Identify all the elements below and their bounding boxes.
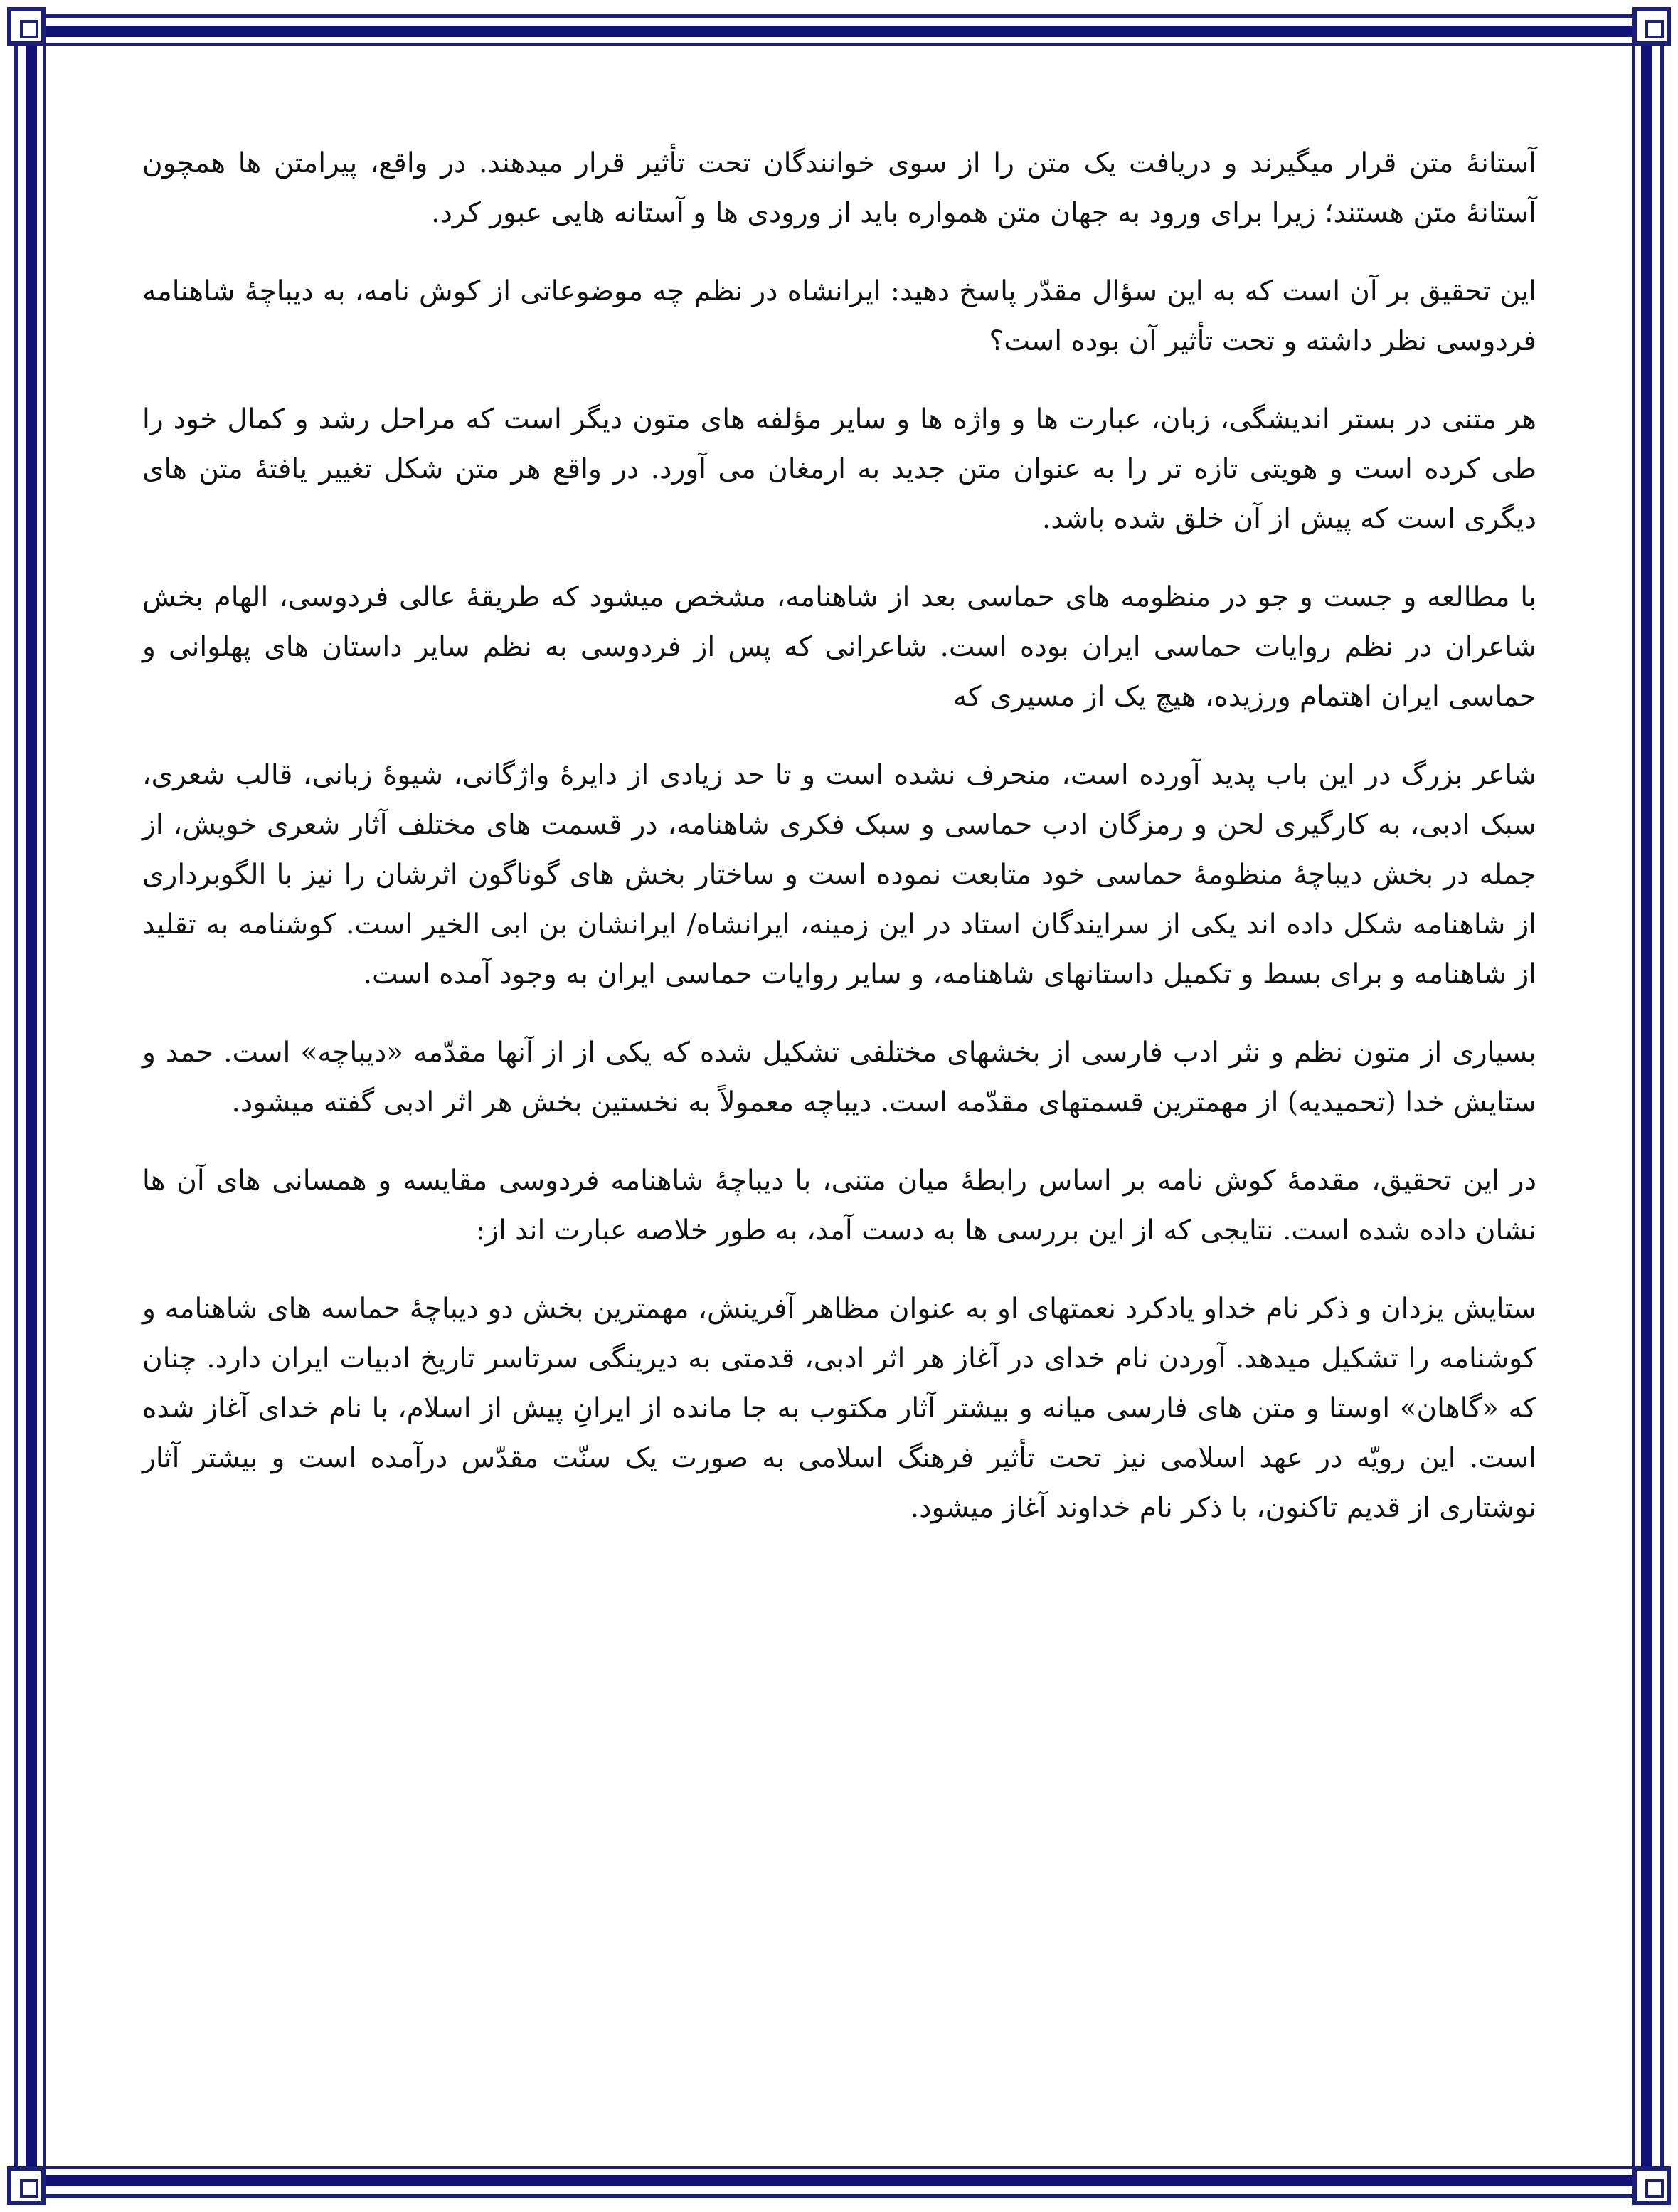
paragraph: این تحقیق بر آن است که به این سؤال مقدّر پاسخ دهید: ایرانشاه در نظم چه موضوعاتی از کوش نامه، به دیباچهٔ شاهنامه فردوسی نظر داشته و تحت تأثیر آن بوده است؟ (142, 275, 1536, 357)
document-body (142, 139, 1536, 1562)
paragraph: آستانهٔ متن قرار میگیرند و دریافت یک متن را از سوی خوانندگان تحت تأثیر قرار میدهند. در واقع، پیرامتن ها همچون آستانهٔ متن هستند؛ زیرا برای ورود به جهان متن همواره باید از ورودی ها و آستانه هایی عبور کرد. (142, 147, 1536, 229)
paragraph: در این تحقیق، مقدمهٔ کوش نامه بر اساس رابطهٔ میان متنی، با دیباچهٔ شاهنامه فردوسی مقایسه و همسانی های آن ها نشان داده شده است. نتایجی که از این بررسی ها به دست آمد، به طور خلاصه عبارت اند از: (142, 1165, 1536, 1247)
paragraph: شاعر بزرگ در این باب پدید آورده است، منحرف نشده است و تا حد زیادی از دایرهٔ واژگانی، شیوهٔ زبانی، قالب شعری، سبک ادبی، به کارگیری لحن و رمزگان ادب حماسی و سبک فکری شاهنامه، در قسمت های مختلف آثار شعری خویش، از جمله در بخش دیباچهٔ منظومهٔ حماسی خود متابعت نموده است و ساختار بخش های گوناگون اثرشان را نیز با الگوبرداری از شاهنامه شکل داده اند یکی از سرایندگان استاد در این زمینه، ایرانشاه/ ایرانشان بن ابی الخیر است. کوشنامه به تقلید از شاهنامه و برای بسط و تکمیل داستانهای شاهنامه، و سایر روایات حماسی ایران به وجود آمده است. (142, 759, 1536, 990)
border-corner-ornament (7, 7, 46, 46)
paragraph: هر متنی در بستر اندیشگی، زبان، عبارت ها و واژه ها و سایر مؤلفه های متون دیگر است که مراحل رشد و کمال خود را طی کرده است و هویتی تازه تر را به عنوان متن جدید به ارمغان می آورد. در واقع هر متن شکل تغییر یافتهٔ متن های دیگری است که پیش از آن خلق شده باشد. (142, 403, 1536, 535)
paragraph: ستایش یزدان و ذکر نام خداو یادکرد نعمتهای او به عنوان مظاهر آفرینش، مهمترین بخش دو دیباچهٔ حماسه های شاهنامه و کوشنامه را تشکیل میدهد. آوردن نام خدای در آغاز هر اثر ادبی، قدمتی به دیرینگی سرتاسر تاریخ ادبیات ایران دارد. چنان که «گاهان» اوستا و متن های فارسی میانه و بیشتر آثار مکتوب به جا مانده از ایرانِ پیش از اسلام، با نام خدای آغاز شده است. این رویّه در عهد اسلامی نیز تحت تأثیر فرهنگ اسلامی به صورت یک سنّت مقدّس درآمده است و بیشتر آثار نوشتاری از قدیم تاکنون، با ذکر نام خداوند آغاز میشود. (142, 1293, 1536, 1524)
border-corner-ornament (1632, 7, 1671, 46)
border-corner-ornament (1632, 2166, 1671, 2205)
border-corner-ornament (7, 2166, 46, 2205)
paragraph: با مطالعه و جست و جو در منظومه های حماسی بعد از شاهنامه، مشخص میشود که طریقهٔ عالی فردوسی، الهام بخش شاعران در نظم روایات حماسی ایران بوده است. شاعرانی که پس از فردوسی به نظم سایر داستان های پهلوانی و حماسی ایران اهتمام ورزیده، هیچ یک از مسیری که (142, 581, 1536, 713)
paragraph: بسیاری از متون نظم و نثر ادب فارسی از بخشهای مختلفی تشکیل شده که یکی از از آنها مقدّمه «دیباچه» است. حمد و ستایش خدا (تحمیدیه) از مهمترین قسمتهای مقدّمه است. دیباچه معمولاً به نخستین بخش هر اثر ادبی گفته میشود. (142, 1037, 1536, 1118)
